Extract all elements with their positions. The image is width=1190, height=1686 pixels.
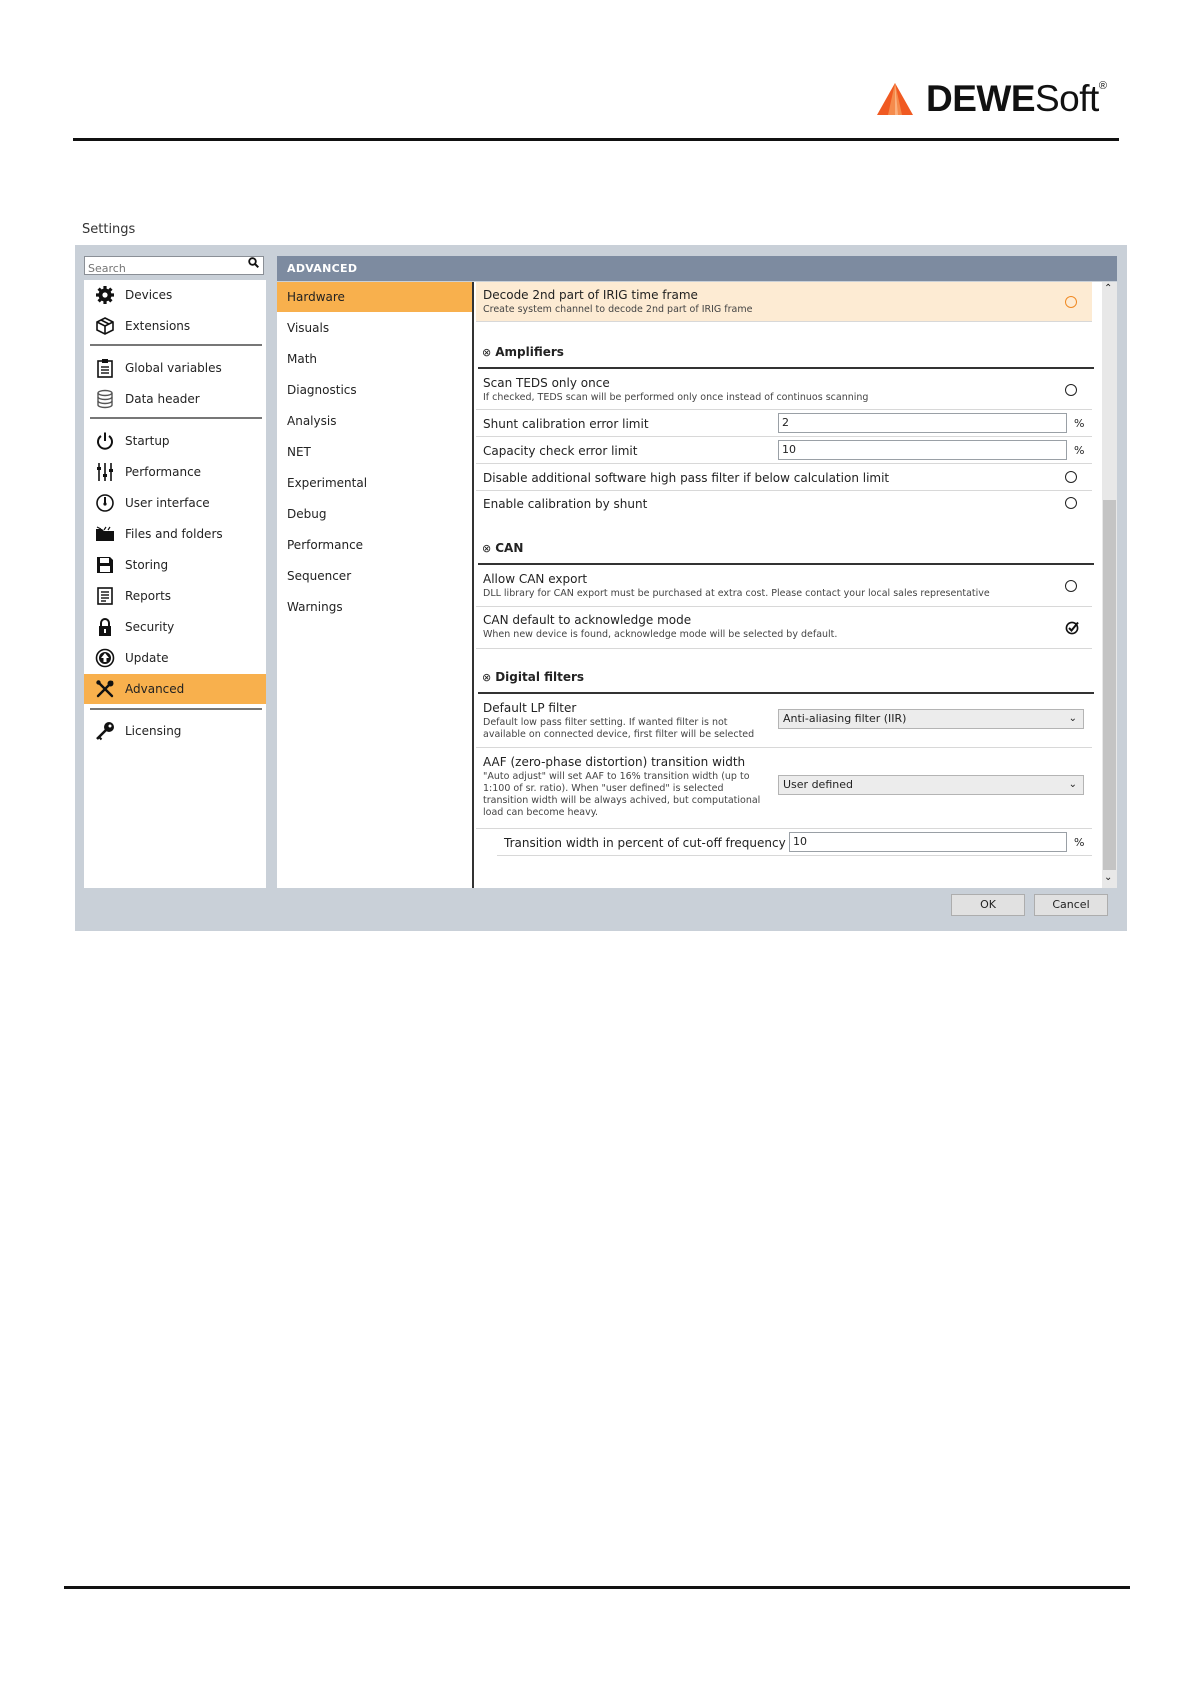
sidebar-item-devices[interactable] — [84, 280, 266, 310]
setting-description: When new device is found, acknowledge mode will be selected by default. — [483, 629, 838, 640]
cancel-button[interactable]: Cancel — [1034, 894, 1108, 916]
gear-icon — [94, 284, 116, 306]
can-export-toggle[interactable] — [1065, 580, 1077, 592]
sidebar-item-update[interactable] — [84, 643, 266, 673]
collapse-icon[interactable]: ⊗ — [482, 542, 492, 555]
sidebar-item-label: Licensing — [125, 724, 182, 738]
sidebar-item-label: Update — [125, 651, 169, 665]
sidebar-item-label: Files and folders — [125, 527, 223, 541]
setting-row-can-export — [476, 565, 1092, 607]
ok-button[interactable]: OK — [951, 894, 1025, 916]
box-icon — [94, 315, 116, 337]
scrollbar-thumb[interactable] — [1103, 500, 1116, 870]
dewesoft-logo-icon — [876, 82, 914, 116]
subnav-item-experimental[interactable]: Experimental — [287, 476, 368, 490]
subnav-item-warnings[interactable]: Warnings — [287, 600, 343, 614]
header-rule — [73, 138, 1119, 141]
setting-label: AAF (zero-phase distortion) transition width — [483, 755, 746, 769]
sidebar-item-label: Advanced — [125, 682, 185, 696]
search-box[interactable] — [84, 256, 264, 275]
setting-label: CAN default to acknowledge mode — [483, 613, 692, 627]
enable-shunt-toggle[interactable] — [1065, 497, 1077, 509]
setting-description: Default low pass filter setting. If wanted filter is not available on connected device, first filter will be selected — [483, 717, 755, 740]
subnav-item-debug[interactable]: Debug — [287, 507, 327, 521]
setting-row-transition-width — [497, 829, 1092, 856]
subnav-item-diagnostics[interactable]: Diagnostics — [287, 383, 357, 397]
tools-icon — [94, 678, 116, 700]
panel-header: ADVANCED — [277, 256, 1117, 281]
setting-label: Capacity check error limit — [483, 444, 638, 458]
unit-label: % — [1074, 444, 1085, 457]
setting-label: Transition width in percent of cut-off frequency — [504, 836, 786, 850]
power-icon — [94, 430, 116, 452]
setting-label: Enable calibration by shunt — [483, 497, 648, 511]
sidebar-item-user-interface[interactable] — [84, 488, 266, 518]
sidebar-item-label: Extensions — [125, 319, 191, 333]
setting-label: Default LP filter — [483, 701, 577, 715]
setting-label: Decode 2nd part of IRIG time frame — [483, 288, 698, 302]
setting-row-shunt-limit — [476, 410, 1092, 437]
setting-row-disable-hp — [476, 464, 1092, 491]
sidebar-item-advanced[interactable] — [84, 674, 266, 704]
subnav-item-analysis[interactable]: Analysis — [287, 414, 337, 428]
sidebar-item-storing[interactable] — [84, 550, 266, 580]
sidebar-divider — [90, 708, 262, 710]
unit-label: % — [1074, 836, 1085, 849]
setting-label: Disable additional software high pass filter if below calculation limit — [483, 471, 890, 485]
setting-row-capacity-limit — [476, 437, 1092, 464]
sidebar-item-reports[interactable] — [84, 581, 266, 611]
sidebar-item-extensions[interactable] — [84, 311, 266, 341]
setting-row-scan-teds — [476, 370, 1092, 410]
sidebar-item-label: Security — [125, 620, 175, 634]
setting-row-aaf-width — [476, 748, 1092, 829]
sidebar-item-label: Performance — [125, 465, 202, 479]
subnav-item-hardware[interactable]: Hardware — [277, 282, 472, 312]
scroll-up-icon[interactable]: ⌃ — [1104, 283, 1113, 294]
shunt-limit-input[interactable]: 2 — [778, 413, 1067, 433]
sidebar-item-licensing[interactable] — [84, 716, 266, 746]
sidebar-item-startup[interactable] — [84, 426, 266, 456]
sidebar-item-files-and-folders[interactable] — [84, 519, 266, 549]
gauge-icon — [94, 492, 116, 514]
search-input[interactable] — [85, 261, 238, 276]
irig-toggle[interactable] — [1065, 296, 1077, 308]
section-can[interactable]: ⊗ CAN — [478, 541, 1094, 565]
chevron-down-icon: ⌄ — [1068, 713, 1077, 724]
sidebar-item-label: Devices — [125, 288, 173, 302]
default-lp-select[interactable]: Anti-aliasing filter (IIR) ⌄ — [778, 709, 1084, 729]
section-digital-filters[interactable]: ⊗ Digital filters — [478, 670, 1094, 694]
aaf-width-select[interactable]: User defined ⌄ — [778, 775, 1084, 795]
setting-label: Shunt calibration error limit — [483, 417, 649, 431]
setting-label: Scan TEDS only once — [483, 376, 610, 390]
setting-label: Allow CAN export — [483, 572, 588, 586]
dewesoft-wordmark: DEWESoft® — [926, 78, 1107, 119]
sidebar-item-security[interactable] — [84, 612, 266, 642]
key-icon — [94, 720, 116, 742]
sidebar-item-label: Startup — [125, 434, 170, 448]
setting-description: "Auto adjust" will set AAF to 16% transition width (up to 1:100 of sr. ratio). When "user defined" is selected transition width will be always achived, but computational load can become heavy. — [483, 771, 761, 818]
setting-row-default-lp — [476, 694, 1092, 748]
sidebar-divider — [90, 417, 262, 419]
capacity-limit-input[interactable]: 10 — [778, 440, 1067, 460]
transition-width-input[interactable]: 10 — [789, 832, 1067, 852]
floppy-icon — [94, 554, 116, 576]
sliders-icon — [94, 461, 116, 483]
database-icon — [94, 388, 116, 410]
setting-row-can-ack — [476, 607, 1092, 649]
section-amplifiers[interactable]: ⊗ Amplifiers — [478, 345, 1094, 369]
sidebar-item-label: Storing — [125, 558, 169, 572]
subnav-item-net[interactable]: NET — [287, 445, 311, 459]
sidebar-item-label: User interface — [125, 496, 210, 510]
scroll-down-icon[interactable]: ⌄ — [1104, 872, 1113, 883]
scan-teds-toggle[interactable] — [1065, 384, 1077, 396]
subnav-item-math[interactable]: Math — [287, 352, 318, 366]
sidebar-item-performance[interactable] — [84, 457, 266, 487]
chevron-down-icon: ⌄ — [1068, 779, 1077, 790]
can-ack-checked-icon[interactable] — [1065, 620, 1080, 635]
sidebar-item-global-variables[interactable] — [84, 353, 266, 383]
sidebar-item-label: Reports — [125, 589, 172, 603]
setting-row-irig — [476, 282, 1092, 322]
collapse-icon[interactable]: ⊗ — [482, 671, 492, 684]
setting-row-enable-shunt — [476, 491, 1092, 517]
unit-label: % — [1074, 417, 1085, 430]
dewesoft-logo — [876, 78, 1106, 120]
sidebar-item-data-header[interactable] — [84, 384, 266, 414]
sidebar-divider — [90, 344, 262, 346]
page-title: Settings — [82, 222, 136, 237]
disable-hp-toggle[interactable] — [1065, 471, 1077, 483]
footer-rule — [64, 1586, 1130, 1589]
search-icon[interactable] — [248, 257, 259, 271]
setting-description: DLL library for CAN export must be purchased at extra cost. Please contact your local sales representative — [483, 588, 990, 599]
clipboard-icon — [94, 357, 116, 379]
update-icon — [94, 647, 116, 669]
folder-icon — [94, 523, 116, 545]
sidebar-item-label: Global variables — [125, 361, 222, 375]
subnav-item-visuals[interactable]: Visuals — [287, 321, 330, 335]
sidebar-item-label: Data header — [125, 392, 200, 406]
setting-description: If checked, TEDS scan will be performed only once instead of continuos scanning — [483, 392, 869, 403]
setting-description: Create system channel to decode 2nd part of IRIG frame — [483, 304, 753, 315]
report-icon — [94, 585, 116, 607]
subnav-item-performance[interactable]: Performance — [287, 538, 364, 552]
lock-icon — [94, 616, 116, 638]
collapse-icon[interactable]: ⊗ — [482, 346, 492, 359]
subnav-item-sequencer[interactable]: Sequencer — [287, 569, 352, 583]
